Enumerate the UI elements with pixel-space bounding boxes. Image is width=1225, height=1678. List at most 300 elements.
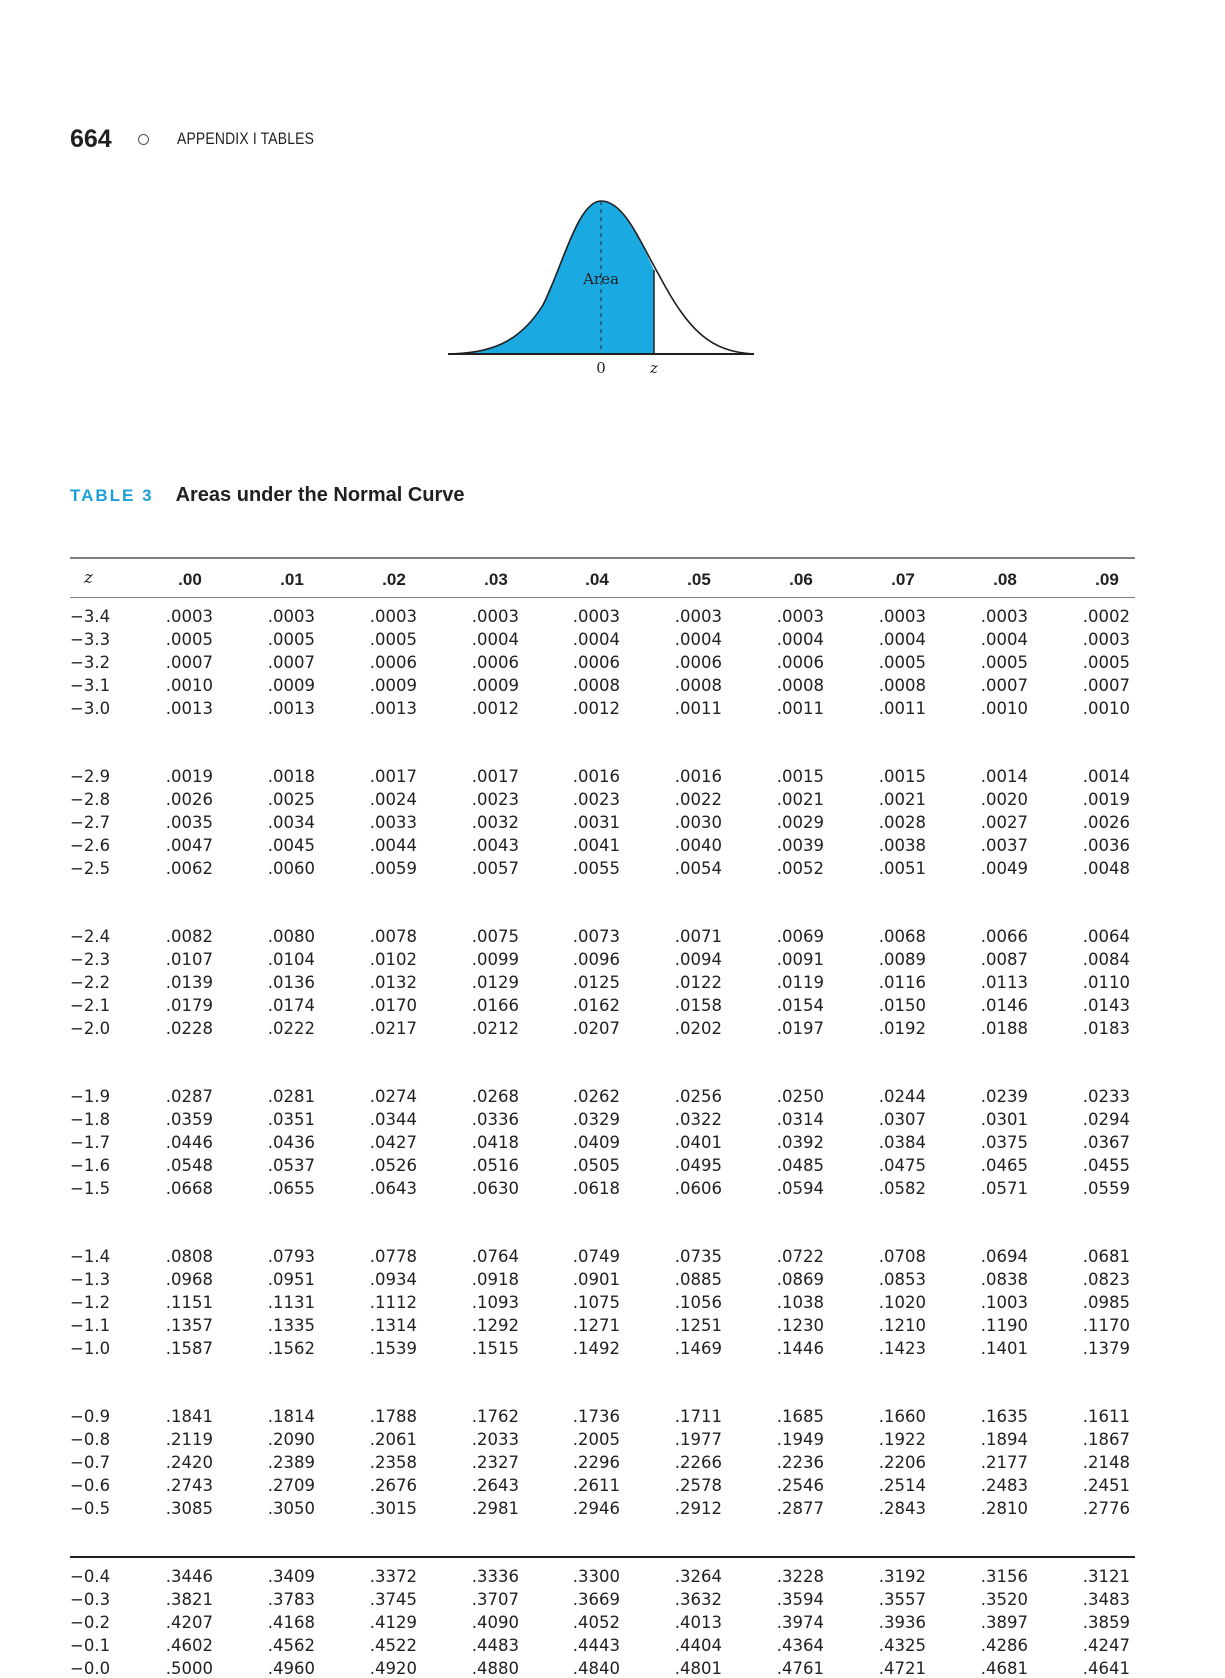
column-header: .03 xyxy=(484,570,508,589)
table-cell: .1515 xyxy=(471,1339,519,1358)
table-cell: .0027 xyxy=(980,813,1028,832)
table-cell: .4443 xyxy=(572,1636,620,1655)
table-cell: .0012 xyxy=(471,699,519,718)
z-value: −3.2 xyxy=(70,653,111,672)
table-cell: .0013 xyxy=(165,699,213,718)
table-cell: .3669 xyxy=(572,1590,620,1609)
table-cell: .0158 xyxy=(674,996,722,1015)
table-cell: .0885 xyxy=(674,1270,722,1289)
table-cell: .0392 xyxy=(776,1133,824,1152)
table-cell: .0006 xyxy=(674,653,722,672)
table-cell: .1314 xyxy=(369,1316,417,1335)
table-cell: .0446 xyxy=(165,1133,213,1152)
table-cell: .0192 xyxy=(878,1019,926,1038)
table-cell: .0052 xyxy=(776,859,824,878)
z-column-header: z xyxy=(84,568,93,588)
z-value: −2.3 xyxy=(70,950,111,969)
z-value: −2.7 xyxy=(70,813,111,832)
table-cell: .1292 xyxy=(471,1316,519,1335)
table-cell: .2236 xyxy=(776,1453,824,1472)
z-value: −1.8 xyxy=(70,1110,111,1129)
table-cell: .3897 xyxy=(980,1613,1028,1632)
z-value: −3.1 xyxy=(70,676,111,695)
z-value: −2.5 xyxy=(70,859,111,878)
table-cell: .0004 xyxy=(674,630,722,649)
table-cell: .0526 xyxy=(369,1156,417,1175)
table-cell: .0582 xyxy=(878,1179,926,1198)
table-cell: .0183 xyxy=(1082,1019,1130,1038)
table-cell: .2743 xyxy=(165,1476,213,1495)
table-cell: .0025 xyxy=(267,790,315,809)
table-cell: .0006 xyxy=(572,653,620,672)
table-cell: .0004 xyxy=(776,630,824,649)
table-cell: .0618 xyxy=(572,1179,620,1198)
table-cell: .0003 xyxy=(267,607,315,626)
table-cell: .2514 xyxy=(878,1476,926,1495)
column-header: .02 xyxy=(382,570,406,589)
z-value: −1.6 xyxy=(70,1156,111,1175)
table-cell: .0244 xyxy=(878,1087,926,1106)
table-cell: .2420 xyxy=(165,1453,213,1472)
table-cell: .4013 xyxy=(674,1613,722,1632)
z-value: −2.9 xyxy=(70,767,111,786)
table-cell: .2546 xyxy=(776,1476,824,1495)
table-cell: .4801 xyxy=(674,1659,722,1678)
table-cell: .0003 xyxy=(674,607,722,626)
table-cell: .0559 xyxy=(1082,1179,1130,1198)
table-cell: .0274 xyxy=(369,1087,417,1106)
table-cell: .0013 xyxy=(267,699,315,718)
table-cell: .0016 xyxy=(572,767,620,786)
table-cell: .0594 xyxy=(776,1179,824,1198)
z-value: −3.0 xyxy=(70,699,111,718)
table-cell: .0329 xyxy=(572,1110,620,1129)
table-cell: .0174 xyxy=(267,996,315,1015)
table-cell: .0068 xyxy=(878,927,926,946)
table-cell: .0793 xyxy=(267,1247,315,1266)
table-cell: .0030 xyxy=(674,813,722,832)
table-cell: .0110 xyxy=(1082,973,1130,992)
table-cell: .0139 xyxy=(165,973,213,992)
table-cell: .0033 xyxy=(369,813,417,832)
table-cell: .2119 xyxy=(165,1430,213,1449)
table-cell: .2877 xyxy=(776,1499,824,1518)
table-cell: .4052 xyxy=(572,1613,620,1632)
table-cell: .0087 xyxy=(980,950,1028,969)
table-cell: .0010 xyxy=(1082,699,1130,718)
table-cell: .0009 xyxy=(267,676,315,695)
table-cell: .4761 xyxy=(776,1659,824,1678)
table-cell: .0901 xyxy=(572,1270,620,1289)
table-cell: .2033 xyxy=(471,1430,519,1449)
table-cell: .1736 xyxy=(572,1407,620,1426)
table-cell: .0078 xyxy=(369,927,417,946)
table-cell: .4168 xyxy=(267,1613,315,1632)
table-cell: .0075 xyxy=(471,927,519,946)
table-cell: .0129 xyxy=(471,973,519,992)
table-cell: .0057 xyxy=(471,859,519,878)
table-cell: .2810 xyxy=(980,1499,1028,1518)
table-cell: .0039 xyxy=(776,836,824,855)
table-cell: .0006 xyxy=(471,653,519,672)
table-cell: .0823 xyxy=(1082,1270,1130,1289)
table-cell: .4207 xyxy=(165,1613,213,1632)
table-cell: .2483 xyxy=(980,1476,1028,1495)
table-cell: .2946 xyxy=(572,1499,620,1518)
table-cell: .0102 xyxy=(369,950,417,969)
table-cell: .0099 xyxy=(471,950,519,969)
table-cell: .1469 xyxy=(674,1339,722,1358)
z-value: −1.0 xyxy=(70,1339,111,1358)
column-header: .07 xyxy=(891,570,915,589)
table-cell: .0011 xyxy=(674,699,722,718)
table-cell: .0021 xyxy=(776,790,824,809)
table-cell: .0233 xyxy=(1082,1087,1130,1106)
table-cell: .0125 xyxy=(572,973,620,992)
table-cell: .1131 xyxy=(267,1293,315,1312)
table-cell: .0668 xyxy=(165,1179,213,1198)
table-cell: .0485 xyxy=(776,1156,824,1175)
table-cell: .2981 xyxy=(471,1499,519,1518)
table-cell: .0008 xyxy=(572,676,620,695)
table-cell: .4641 xyxy=(1082,1659,1130,1678)
table-cell: .0934 xyxy=(369,1270,417,1289)
table-cell: .0113 xyxy=(980,973,1028,992)
z-value: −0.9 xyxy=(70,1407,111,1426)
table-cell: .0008 xyxy=(674,676,722,695)
table-cell: .0256 xyxy=(674,1087,722,1106)
page-header xyxy=(70,122,344,156)
table-top-rule xyxy=(70,557,1135,559)
table-cell: .2266 xyxy=(674,1453,722,1472)
table-cell: .0778 xyxy=(369,1247,417,1266)
table-cell: .0401 xyxy=(674,1133,722,1152)
table-cell: .3821 xyxy=(165,1590,213,1609)
table-cell: .1867 xyxy=(1082,1430,1130,1449)
table-cell: .2327 xyxy=(471,1453,519,1472)
z-value: −3.3 xyxy=(70,630,111,649)
table-cell: .0015 xyxy=(878,767,926,786)
table-cell: .0015 xyxy=(776,767,824,786)
table-cell: .5000 xyxy=(165,1659,213,1678)
z-value: −2.1 xyxy=(70,996,111,1015)
table-cell: .3192 xyxy=(878,1567,926,1586)
table-cell: .1170 xyxy=(1082,1316,1130,1335)
table-cell: .1093 xyxy=(471,1293,519,1312)
table-cell: .0239 xyxy=(980,1087,1028,1106)
table-cell: .0010 xyxy=(980,699,1028,718)
table-cell: .2177 xyxy=(980,1453,1028,1472)
table-cell: .0005 xyxy=(980,653,1028,672)
z-value: −0.5 xyxy=(70,1499,111,1518)
table-cell: .3372 xyxy=(369,1567,417,1586)
table-cell: .0107 xyxy=(165,950,213,969)
z-value: −1.2 xyxy=(70,1293,111,1312)
table-cell: .0119 xyxy=(776,973,824,992)
table-cell: .0005 xyxy=(369,630,417,649)
z-value: −2.4 xyxy=(70,927,111,946)
table-cell: .0062 xyxy=(165,859,213,878)
area-label: Area xyxy=(583,270,619,288)
table-cell: .3632 xyxy=(674,1590,722,1609)
table-cell: .1711 xyxy=(674,1407,722,1426)
table-cell: .4960 xyxy=(267,1659,315,1678)
table-cell: .0968 xyxy=(165,1270,213,1289)
table-cell: .0004 xyxy=(572,630,620,649)
table-cell: .0228 xyxy=(165,1019,213,1038)
table-cell: .0681 xyxy=(1082,1247,1130,1266)
table-cell: .4522 xyxy=(369,1636,417,1655)
table-cell: .0060 xyxy=(267,859,315,878)
table-cell: .3050 xyxy=(267,1499,315,1518)
page-number: 664 xyxy=(70,124,112,153)
table-cell: .0427 xyxy=(369,1133,417,1152)
table-cell: .0643 xyxy=(369,1179,417,1198)
table-cell: .0606 xyxy=(674,1179,722,1198)
table-cell: .0029 xyxy=(776,813,824,832)
table-cell: .0054 xyxy=(674,859,722,878)
table-cell: .0041 xyxy=(572,836,620,855)
table-cell: .1949 xyxy=(776,1430,824,1449)
table-cell: .0035 xyxy=(165,813,213,832)
table-cell: .3156 xyxy=(980,1567,1028,1586)
table-cell: .0951 xyxy=(267,1270,315,1289)
table-cell: .0024 xyxy=(369,790,417,809)
table-cell: .0044 xyxy=(369,836,417,855)
table-cell: .0007 xyxy=(980,676,1028,695)
column-header: .09 xyxy=(1095,570,1119,589)
table-cell: .0007 xyxy=(165,653,213,672)
table-cell: .0026 xyxy=(165,790,213,809)
table-cell: .0122 xyxy=(674,973,722,992)
table-cell: .1788 xyxy=(369,1407,417,1426)
table-cell: .0048 xyxy=(1082,859,1130,878)
table-cell: .0150 xyxy=(878,996,926,1015)
table-cell: .0359 xyxy=(165,1110,213,1129)
table-cell: .4090 xyxy=(471,1613,519,1632)
table-cell: .0294 xyxy=(1082,1110,1130,1129)
table-cell: .1271 xyxy=(572,1316,620,1335)
table-cell: .0066 xyxy=(980,927,1028,946)
table-cell: .4602 xyxy=(165,1636,213,1655)
table-cell: .3336 xyxy=(471,1567,519,1586)
z-value: −2.0 xyxy=(70,1019,111,1038)
table-cell: .0694 xyxy=(980,1247,1028,1266)
table-cell: .1587 xyxy=(165,1339,213,1358)
table-cell: .0985 xyxy=(1082,1293,1130,1312)
table-cell: .3483 xyxy=(1082,1590,1130,1609)
table-cell: .0749 xyxy=(572,1247,620,1266)
table-cell: .0918 xyxy=(471,1270,519,1289)
table-cell: .0008 xyxy=(878,676,926,695)
table-cell: .0465 xyxy=(980,1156,1028,1175)
table-cell: .0154 xyxy=(776,996,824,1015)
table-cell: .0014 xyxy=(980,767,1028,786)
table-cell: .0375 xyxy=(980,1133,1028,1152)
table-cell: .3015 xyxy=(369,1499,417,1518)
table-bottom-rule xyxy=(70,1556,1135,1558)
table-cell: .1151 xyxy=(165,1293,213,1312)
table-cell: .0023 xyxy=(471,790,519,809)
table-cell: .0838 xyxy=(980,1270,1028,1289)
table-cell: .0143 xyxy=(1082,996,1130,1015)
table-cell: .0853 xyxy=(878,1270,926,1289)
z-value: −0.6 xyxy=(70,1476,111,1495)
table-cell: .0132 xyxy=(369,973,417,992)
table-cell: .0007 xyxy=(1082,676,1130,695)
table-cell: .0036 xyxy=(1082,836,1130,855)
table-cell: .3974 xyxy=(776,1613,824,1632)
table-cell: .3520 xyxy=(980,1590,1028,1609)
table-cell: .1401 xyxy=(980,1339,1028,1358)
table-cell: .0004 xyxy=(878,630,926,649)
column-header: .05 xyxy=(687,570,711,589)
table-cell: .3446 xyxy=(165,1567,213,1586)
table-cell: .0055 xyxy=(572,859,620,878)
table-cell: .0197 xyxy=(776,1019,824,1038)
table-cell: .0207 xyxy=(572,1019,620,1038)
table-cell: .1379 xyxy=(1082,1339,1130,1358)
z-value: −1.7 xyxy=(70,1133,111,1152)
z-value: −2.2 xyxy=(70,973,111,992)
table-cell: .4247 xyxy=(1082,1636,1130,1655)
z-value: −3.4 xyxy=(70,607,111,626)
column-header: .06 xyxy=(789,570,813,589)
table-cell: .0038 xyxy=(878,836,926,855)
table-cell: .4286 xyxy=(980,1636,1028,1655)
table-cell: .0495 xyxy=(674,1156,722,1175)
table-cell: .1335 xyxy=(267,1316,315,1335)
table-cell: .0010 xyxy=(165,676,213,695)
table-cell: .0268 xyxy=(471,1087,519,1106)
table-cell: .0005 xyxy=(1082,653,1130,672)
table-cell: .2912 xyxy=(674,1499,722,1518)
table-cell: .0013 xyxy=(369,699,417,718)
table-cell: .0301 xyxy=(980,1110,1028,1129)
z-value: −1.5 xyxy=(70,1179,111,1198)
table-cell: .0003 xyxy=(369,607,417,626)
table-cell: .0003 xyxy=(980,607,1028,626)
table-cell: .0091 xyxy=(776,950,824,969)
table-cell: .3264 xyxy=(674,1567,722,1586)
shaded-area xyxy=(448,201,654,354)
table-cell: .0104 xyxy=(267,950,315,969)
table-cell: .0116 xyxy=(878,973,926,992)
table-cell: .0162 xyxy=(572,996,620,1015)
table-cell: .0043 xyxy=(471,836,519,855)
table-cell: .0019 xyxy=(1082,790,1130,809)
table-cell: .1660 xyxy=(878,1407,926,1426)
table-cell: .2389 xyxy=(267,1453,315,1472)
table-cell: .0037 xyxy=(980,836,1028,855)
table-cell: .0455 xyxy=(1082,1156,1130,1175)
table-cell: .0336 xyxy=(471,1110,519,1129)
table-cell: .4920 xyxy=(369,1659,417,1678)
table-cell: .0082 xyxy=(165,927,213,946)
table-cell: .0281 xyxy=(267,1087,315,1106)
table-cell: .2451 xyxy=(1082,1476,1130,1495)
table-cell: .1685 xyxy=(776,1407,824,1426)
z-value: −0.0 xyxy=(70,1659,111,1678)
table-caption: Areas under the Normal Curve xyxy=(175,484,465,506)
table-cell: .0003 xyxy=(572,607,620,626)
table-cell: .0028 xyxy=(878,813,926,832)
table-cell: .0014 xyxy=(1082,767,1130,786)
table-cell: .1056 xyxy=(674,1293,722,1312)
z-value: −0.3 xyxy=(70,1590,111,1609)
table-cell: .1762 xyxy=(471,1407,519,1426)
table-cell: .0080 xyxy=(267,927,315,946)
table-cell: .1562 xyxy=(267,1339,315,1358)
table-cell: .0009 xyxy=(471,676,519,695)
table-cell: .0017 xyxy=(471,767,519,786)
table-cell: .1251 xyxy=(674,1316,722,1335)
table-cell: .1230 xyxy=(776,1316,824,1335)
table-cell: .0735 xyxy=(674,1247,722,1266)
table-cell: .2676 xyxy=(369,1476,417,1495)
table-cell: .2843 xyxy=(878,1499,926,1518)
z-value: −0.8 xyxy=(70,1430,111,1449)
table-cell: .0418 xyxy=(471,1133,519,1152)
table-cell: .1075 xyxy=(572,1293,620,1312)
table-cell: .0307 xyxy=(878,1110,926,1129)
table-cell: .0367 xyxy=(1082,1133,1130,1152)
table-cell: .1977 xyxy=(674,1430,722,1449)
table-cell: .2643 xyxy=(471,1476,519,1495)
table-cell: .0003 xyxy=(165,607,213,626)
table-cell: .0722 xyxy=(776,1247,824,1266)
table-cell: .0096 xyxy=(572,950,620,969)
table-cell: .0287 xyxy=(165,1087,213,1106)
table-cell: .0071 xyxy=(674,927,722,946)
table-cell: .1210 xyxy=(878,1316,926,1335)
table-cell: .0409 xyxy=(572,1133,620,1152)
table-cell: .0004 xyxy=(471,630,519,649)
table-cell: .2148 xyxy=(1082,1453,1130,1472)
column-header: .01 xyxy=(280,570,304,589)
table-cell: .0708 xyxy=(878,1247,926,1266)
table-cell: .3859 xyxy=(1082,1613,1130,1632)
table-cell: .0064 xyxy=(1082,927,1130,946)
z-value: −2.6 xyxy=(70,836,111,855)
table-cell: .1611 xyxy=(1082,1407,1130,1426)
table-label: TABLE 3 xyxy=(70,486,154,505)
table-cell: .0047 xyxy=(165,836,213,855)
column-header: .00 xyxy=(178,570,202,589)
table-cell: .0436 xyxy=(267,1133,315,1152)
table-cell: .0022 xyxy=(674,790,722,809)
normal-curve-figure xyxy=(448,195,758,380)
table-cell: .1539 xyxy=(369,1339,417,1358)
z-value: −0.1 xyxy=(70,1636,111,1655)
table-cell: .0011 xyxy=(878,699,926,718)
table-cell: .0146 xyxy=(980,996,1028,1015)
table-cell: .0020 xyxy=(980,790,1028,809)
table-cell: .0003 xyxy=(776,607,824,626)
table-cell: .0094 xyxy=(674,950,722,969)
z-value: −2.8 xyxy=(70,790,111,809)
table-cell: .0003 xyxy=(471,607,519,626)
table-cell: .0344 xyxy=(369,1110,417,1129)
table-cell: .4364 xyxy=(776,1636,824,1655)
table-cell: .0869 xyxy=(776,1270,824,1289)
table-cell: .0006 xyxy=(776,653,824,672)
table-cell: .0202 xyxy=(674,1019,722,1038)
table-cell: .4681 xyxy=(980,1659,1028,1678)
table-cell: .3121 xyxy=(1082,1567,1130,1586)
table-cell: .0073 xyxy=(572,927,620,946)
table-cell: .4129 xyxy=(369,1613,417,1632)
